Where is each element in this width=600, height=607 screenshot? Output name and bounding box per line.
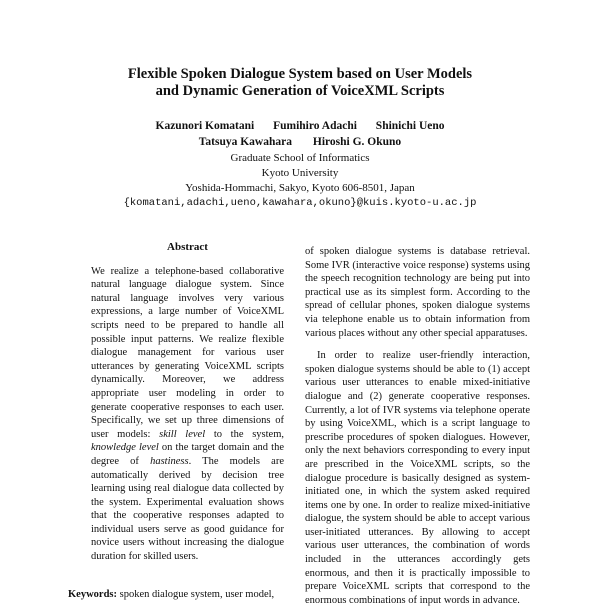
abstract-text-segment: on the target domain and the degree of [91, 442, 284, 467]
author-name: Fumihiro Adachi [273, 120, 357, 132]
body-paragraph-2: In order to realize user-friendly interaction, spoken dialogue systems should be able to (1) accept various user utterances to enable mixed-initiative dialogue and (2) generate cooperative responses. Currently, a lot of IVR systems via telephone operate by using VoiceXML, which is a script language to prescribe procedures of spoken dialogues. However, only the next behaviors corresponding to every input are prescribed in the VoiceXML scripts, so the dialogue procedure is basically designed as system-initiated one, in which the system asked required items one by one. In order to realize mixed-initiative dialogue, the system should be able to accept various user-initiated utterances. By allowing to accept various user utterances, the combination of words included in the utterances accordingly gets enormous, and then it is practically impossible to prepare VoiceXML scripts that correspond to the enormous combinations of input words in advance. [305, 350, 530, 606]
author-row-1 [0, 118, 600, 134]
title-line-2: and Dynamic Generation of VoiceXML Scripts [155, 83, 445, 99]
author-name: Kazunori Komatani [155, 120, 255, 132]
affiliation-university: Kyoto University [261, 167, 339, 179]
abstract-emphasis: skill level [159, 428, 206, 440]
author-name: Tatsuya Kawahara [198, 136, 292, 148]
keywords-text: spoken dialogue system, user model, [119, 589, 275, 600]
author-list [0, 118, 600, 150]
abstract-body [91, 265, 284, 564]
abstract-text-segment: to the system, [205, 428, 284, 440]
author-emails: {komatani,adachi,ueno,kawahara,okuno}@kuis.kyoto-u.ac.jp [123, 197, 477, 209]
author-name: Shinichi Ueno [375, 120, 445, 132]
title-line-1: Flexible Spoken Dialogue System based on User Models [127, 66, 473, 82]
abstract-emphasis: knowledge level [91, 442, 159, 454]
paper-title [0, 66, 600, 100]
abstract-emphasis: hastiness [150, 455, 189, 467]
abstract-heading: Abstract [167, 241, 208, 253]
right-column [305, 245, 530, 607]
affiliation-school: Graduate School of Informatics [230, 152, 370, 164]
abstract-text-segment: . The models are automatically derived by decision tree learning using real dialogue data collected by the system. Experimental evaluation shows that the cooperative responses adapted to individual users serve as good guidance for novice users without increasing the dialogue duration for skilled users. [91, 455, 284, 563]
author-name: Hiroshi G. Okuno [312, 136, 402, 148]
affiliation [0, 151, 600, 211]
keywords-line [68, 589, 298, 600]
author-row-2 [0, 134, 600, 150]
abstract-text-segment: We realize a telephone-based collaborative natural language dialogue system. Since natural language involves very various expressions, a large number of VoiceXML scripts need to be prepared to handle all possible input patterns. We realize flexible dialogue management for various user utterances by generating VoiceXML scripts dynamically. Moreover, we address appropriate user modeling in order to generate cooperative responses to each user. Specifically, we set up three dimensions of user models: [91, 265, 284, 440]
body-paragraph-1: of spoken dialogue systems is database retrieval. Some IVR (interactive voice response) systems using the speech recognition technology are being put into practical use as its simplest form. According to the spread of cellular phones, spoken dialogue systems via telephone enable us to obtain information from various places without any other special apparatuses. [305, 246, 530, 339]
affiliation-address: Yoshida-Hommachi, Sakyo, Kyoto 606-8501, Japan [185, 182, 415, 194]
keywords-label: Keywords: [68, 589, 117, 600]
left-column [91, 241, 284, 564]
